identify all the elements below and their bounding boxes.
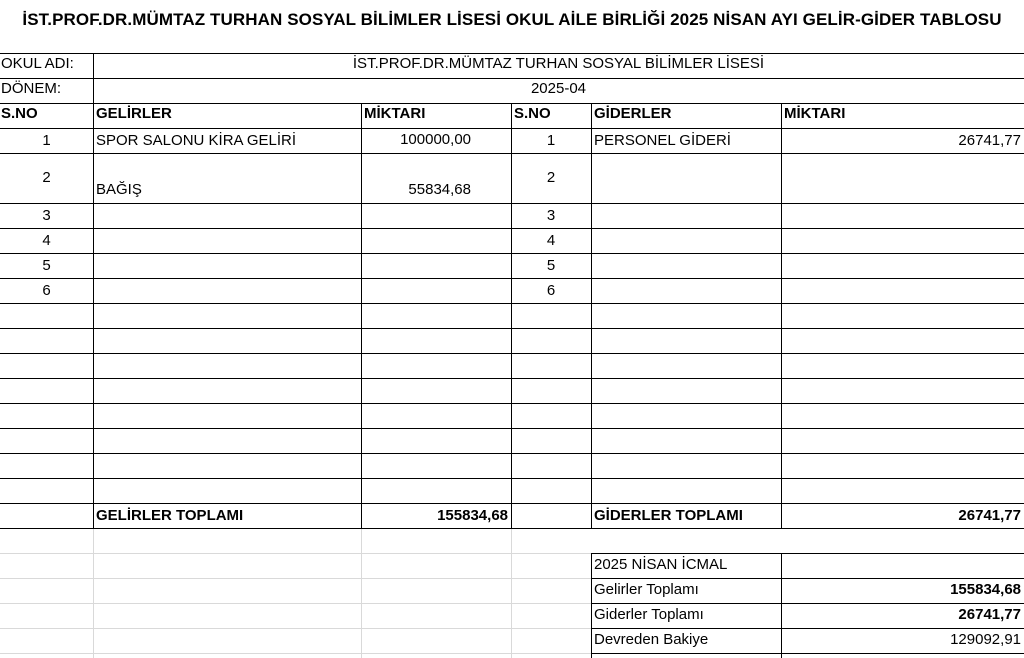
row-gelir-amount [361, 256, 474, 276]
icmal-gelirler-value: 155834,68 [950, 581, 1021, 598]
row-sno-left: 2 [42, 169, 51, 186]
gridline [361, 528, 362, 658]
cell-border [0, 228, 1024, 229]
giderler-toplami-label: GİDERLER TOPLAMI [594, 507, 743, 524]
cell-border [0, 253, 1024, 254]
cell-border [0, 453, 1024, 454]
gridline [0, 553, 591, 554]
gridline [511, 528, 512, 658]
cell-border [0, 153, 1024, 154]
row-sno-right: 4 [546, 232, 556, 249]
row-sno-left: 3 [42, 207, 51, 224]
row-sno-right: 2 [546, 169, 556, 186]
cell-border [0, 203, 1024, 204]
row-gelir-name: BAĞIŞ [96, 181, 142, 198]
row-gider-amount [781, 169, 1024, 189]
gridline [93, 528, 94, 658]
row-gelir-name: SPOR SALONU KİRA GELİRİ [96, 132, 297, 149]
gelirler-toplami-value: 155834,68 [437, 507, 508, 524]
row-gider-amount [781, 282, 1024, 302]
header-sno-left: S.NO [1, 105, 38, 122]
row-gider-name [591, 257, 781, 277]
icmal-devreden-value: 129092,91 [950, 631, 1021, 648]
gridline [0, 653, 591, 654]
row-sno-right: 6 [546, 282, 556, 299]
row-gelir-amount [361, 206, 474, 226]
row-gider-name [591, 282, 781, 302]
okul-label: OKUL ADI: [1, 55, 74, 72]
cell-border [0, 528, 1024, 529]
cell-border [591, 603, 1024, 604]
row-gelir-amount [361, 281, 474, 301]
gelirler-toplami-label: GELİRLER TOPLAMI [96, 507, 244, 524]
okul-value: İST.PROF.DR.MÜMTAZ TURHAN SOSYAL BİLİMLER LİSESİ [352, 55, 765, 72]
gridline [0, 603, 591, 604]
header-gelirler: GELİRLER [96, 105, 172, 122]
cell-border [0, 478, 1024, 479]
cell-border [591, 653, 1024, 654]
header-miktari-left: MİKTARI [364, 105, 426, 122]
row-gelir-amount [361, 231, 474, 251]
giderler-toplami-value: 26741,77 [958, 507, 1021, 524]
row-gider-amount [781, 257, 1024, 277]
row-gider-name [591, 232, 781, 252]
cell-border [361, 103, 362, 528]
gridline [0, 628, 591, 629]
icmal-devreden-label: Devreden Bakiye [594, 631, 709, 648]
row-gelir-name [93, 232, 361, 252]
cell-border [0, 403, 1024, 404]
gridline [0, 578, 591, 579]
cell-border [591, 628, 1024, 629]
cell-border [0, 378, 1024, 379]
row-gelir-name [93, 207, 361, 227]
cell-border [0, 103, 1024, 104]
row-sno-left: 6 [42, 282, 51, 299]
row-gider-amount: 26741,77 [958, 132, 1021, 149]
row-gelir-amount: 100000,00 [400, 131, 471, 148]
cell-border [511, 103, 512, 528]
donem-value: 2025-04 [530, 80, 587, 97]
cell-border [0, 78, 1024, 79]
row-sno-right: 3 [546, 207, 556, 224]
row-gelir-name [93, 257, 361, 277]
cell-border [0, 503, 1024, 504]
icmal-giderler-label: Giderler Toplamı [594, 606, 704, 623]
cell-border [93, 103, 94, 528]
cell-border [591, 578, 1024, 579]
row-gelir-amount: 55834,68 [408, 181, 471, 198]
cell-border [0, 278, 1024, 279]
icmal-giderler-value: 26741,77 [958, 606, 1021, 623]
row-sno-left: 5 [42, 257, 51, 274]
row-gider-name [591, 207, 781, 227]
header-sno-right: S.NO [514, 105, 551, 122]
cell-border [0, 428, 1024, 429]
row-sno-right: 5 [546, 257, 556, 274]
cell-border [591, 103, 592, 528]
cell-border [0, 128, 1024, 129]
header-miktari-right: MİKTARI [784, 105, 846, 122]
row-gider-amount [781, 232, 1024, 252]
cell-border [0, 353, 1024, 354]
row-gelir-name [93, 282, 361, 302]
cell-border [781, 103, 782, 528]
cell-border [591, 553, 1024, 554]
cell-border [0, 303, 1024, 304]
row-sno-right: 1 [546, 132, 556, 149]
row-sno-left: 1 [42, 132, 51, 149]
row-gider-amount [781, 207, 1024, 227]
cell-border [0, 53, 1024, 54]
page-title: İST.PROF.DR.MÜMTAZ TURHAN SOSYAL BİLİMLER LİSESİ OKUL AİLE BİRLİĞİ 2025 NİSAN AYI GELİR-GİDER TABLOSU [22, 10, 1002, 29]
row-sno-left: 4 [42, 232, 51, 249]
cell-border [0, 328, 1024, 329]
icmal-gelirler-label: Gelirler Toplamı [594, 581, 699, 598]
header-giderler: GİDERLER [594, 105, 672, 122]
donem-label: DÖNEM: [1, 80, 61, 97]
row-gider-name: PERSONEL GİDERİ [594, 132, 731, 149]
row-gider-name [591, 169, 781, 189]
icmal-title: 2025 NİSAN İCMAL [594, 556, 728, 573]
